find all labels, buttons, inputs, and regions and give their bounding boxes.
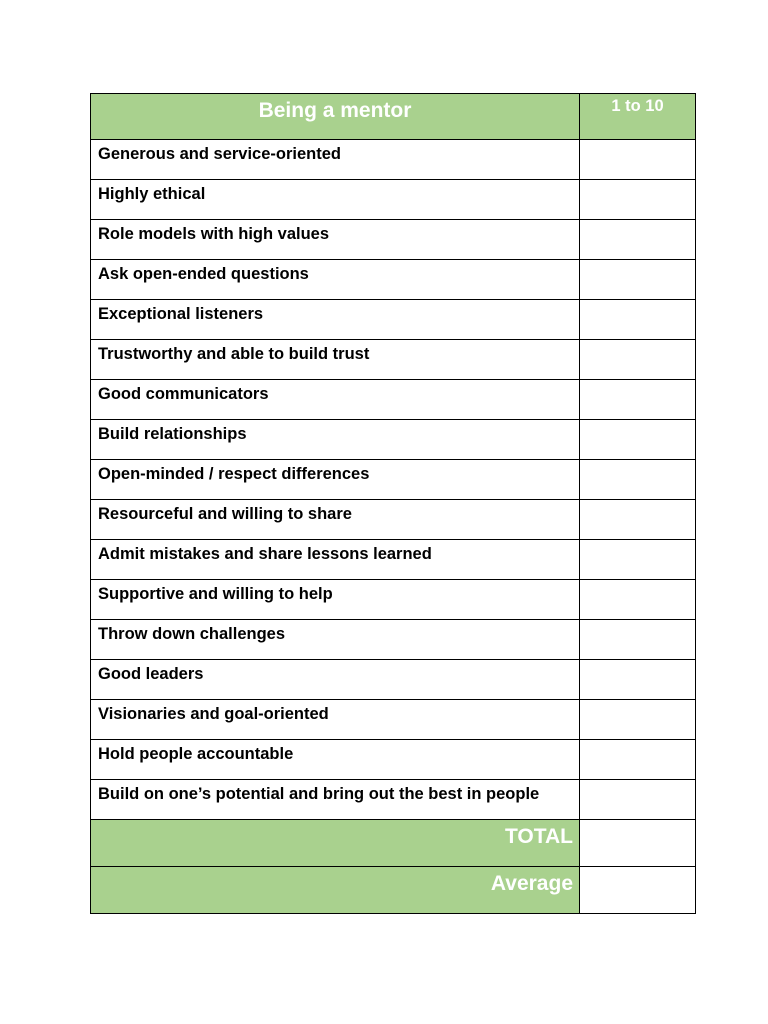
score-cell[interactable] (580, 660, 696, 700)
average-label: Average (91, 867, 580, 914)
quality-label: Open-minded / respect differences (91, 460, 580, 500)
quality-label: Admit mistakes and share lessons learned (91, 540, 580, 580)
table-title: Being a mentor (91, 94, 580, 140)
score-cell[interactable] (580, 460, 696, 500)
quality-label: Hold people accountable (91, 740, 580, 780)
table-row (91, 740, 696, 780)
average-score-cell[interactable] (580, 867, 696, 914)
score-cell[interactable] (580, 180, 696, 220)
score-cell[interactable] (580, 780, 696, 820)
table-row (91, 380, 696, 420)
score-cell[interactable] (580, 700, 696, 740)
table-row (91, 300, 696, 340)
score-cell[interactable] (580, 300, 696, 340)
table-row (91, 700, 696, 740)
quality-label: Throw down challenges (91, 620, 580, 660)
quality-label: Supportive and willing to help (91, 580, 580, 620)
table-row (91, 180, 696, 220)
quality-label: Build on one’s potential and bring out the best in people (91, 780, 580, 820)
table-row (91, 260, 696, 300)
score-cell[interactable] (580, 540, 696, 580)
mentor-rating-table (90, 93, 696, 914)
quality-label: Role models with high values (91, 220, 580, 260)
table-row (91, 580, 696, 620)
table-row (91, 420, 696, 460)
score-cell[interactable] (580, 740, 696, 780)
table-row (91, 460, 696, 500)
table-row (91, 340, 696, 380)
score-cell[interactable] (580, 580, 696, 620)
score-cell[interactable] (580, 220, 696, 260)
scale-header: 1 to 10 (580, 94, 696, 140)
score-cell[interactable] (580, 620, 696, 660)
total-row (91, 820, 696, 867)
quality-label: Exceptional listeners (91, 300, 580, 340)
table-row (91, 500, 696, 540)
table-row (91, 620, 696, 660)
header-row (91, 94, 696, 140)
table-row (91, 540, 696, 580)
quality-label: Trustworthy and able to build trust (91, 340, 580, 380)
table-row (91, 780, 696, 820)
mentor-rating-sheet (90, 93, 695, 914)
quality-label: Highly ethical (91, 180, 580, 220)
table-row (91, 660, 696, 700)
quality-label: Visionaries and goal-oriented (91, 700, 580, 740)
total-label: TOTAL (91, 820, 580, 867)
table-row (91, 220, 696, 260)
score-cell[interactable] (580, 340, 696, 380)
quality-label: Resourceful and willing to share (91, 500, 580, 540)
average-row (91, 867, 696, 914)
quality-label: Generous and service-oriented (91, 140, 580, 180)
total-score-cell[interactable] (580, 820, 696, 867)
quality-label: Build relationships (91, 420, 580, 460)
score-cell[interactable] (580, 500, 696, 540)
quality-label: Good communicators (91, 380, 580, 420)
score-cell[interactable] (580, 260, 696, 300)
quality-label: Good leaders (91, 660, 580, 700)
score-cell[interactable] (580, 380, 696, 420)
quality-label: Ask open-ended questions (91, 260, 580, 300)
score-cell[interactable] (580, 140, 696, 180)
score-cell[interactable] (580, 420, 696, 460)
table-row (91, 140, 696, 180)
